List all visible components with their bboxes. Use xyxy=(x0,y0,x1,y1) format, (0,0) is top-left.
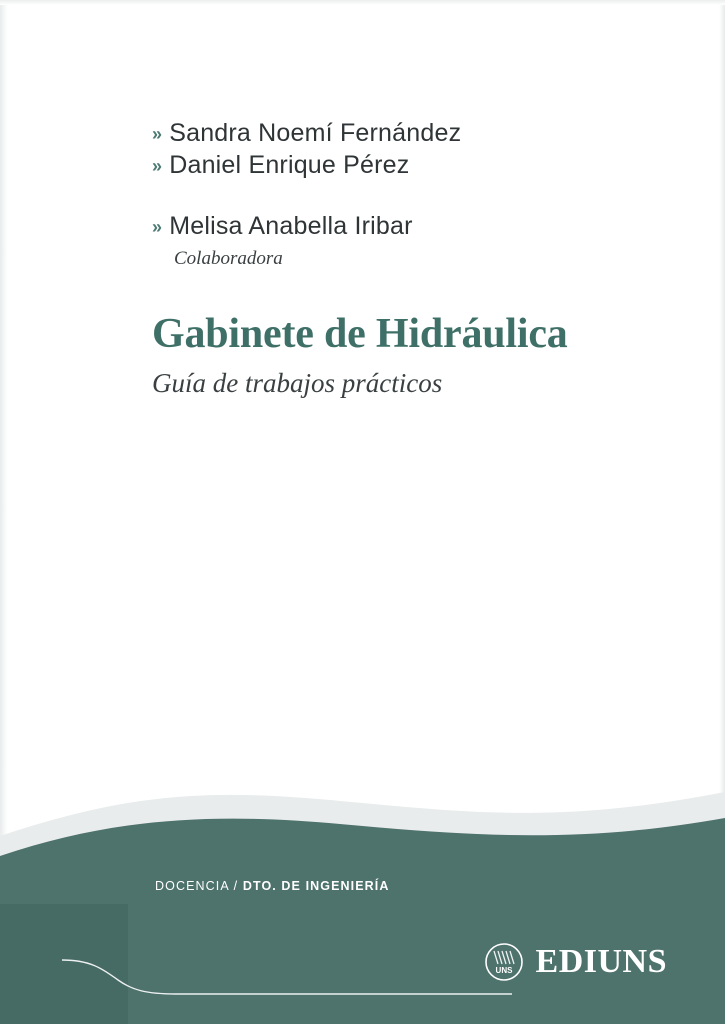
book-title: Gabinete de Hidráulica xyxy=(152,311,568,357)
chevron-right-icon: » xyxy=(152,217,163,237)
publisher-name: EDIUNS xyxy=(535,943,667,980)
cover-bottom-artwork xyxy=(0,764,725,1024)
svg-text:UNS: UNS xyxy=(495,966,512,975)
publisher-block xyxy=(484,942,667,982)
author-name: Daniel Enrique Pérez xyxy=(169,151,410,179)
page-edge-top xyxy=(0,0,725,5)
author-entry xyxy=(152,118,622,150)
series-department: DTO. DE INGENIERÍA xyxy=(242,879,390,893)
series-category: DOCENCIA xyxy=(155,879,230,893)
contributor-role: Colaboradora xyxy=(174,248,283,269)
chevron-right-icon: » xyxy=(152,124,163,144)
uns-logo-icon xyxy=(484,942,524,982)
book-subtitle: Guía de trabajos prácticos xyxy=(152,368,443,398)
block-green-dark xyxy=(0,904,128,1024)
contributor-name: Melisa Anabella Iribar xyxy=(169,212,413,240)
author-name: Sandra Noemí Fernández xyxy=(169,119,462,147)
contributor-entry xyxy=(152,211,622,243)
contributors-block xyxy=(152,211,622,270)
series-label xyxy=(155,879,390,893)
chevron-right-icon: » xyxy=(152,156,163,176)
authors-block xyxy=(152,118,622,270)
author-entry xyxy=(152,150,622,182)
series-separator: / xyxy=(233,879,239,893)
